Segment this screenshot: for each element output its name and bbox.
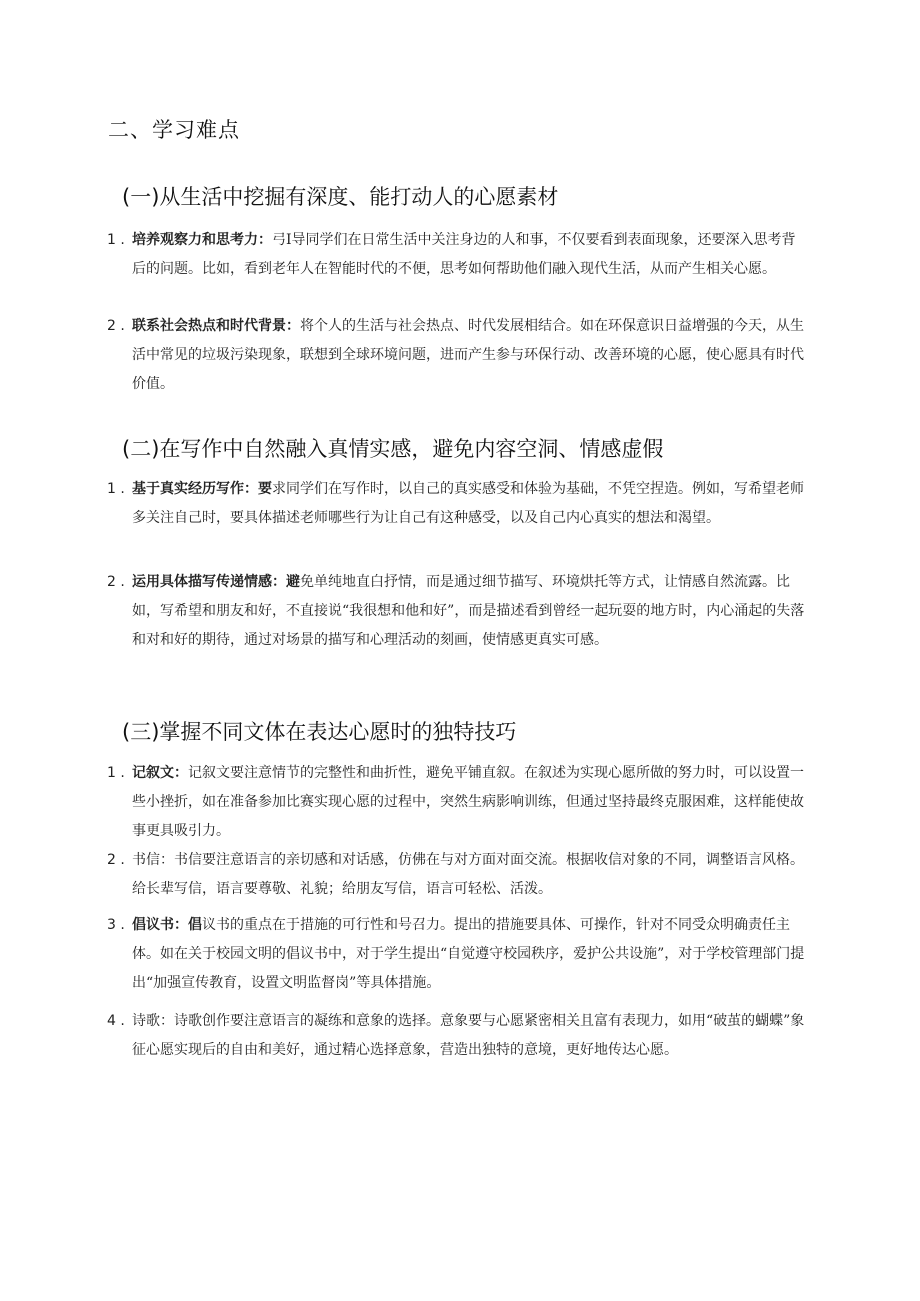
item-body [132, 846, 807, 904]
section-heading-3: (三)掌握不同文体在表达心愿时的独特技巧 [122, 720, 517, 744]
item-number: 1 . [107, 232, 125, 248]
item-body [132, 1007, 807, 1065]
item-number: 1 . [107, 765, 125, 781]
item-number: 4 . [107, 1013, 125, 1029]
item-lead: 书信： [132, 852, 174, 868]
item-body [132, 475, 807, 533]
item-text: 免单纯地直白抒情，而是通过细节描写、环境烘托等方式，让情感自然流露。比如，写希望和朋友和好，不直接说“我很想和他和好”，而是描述看到曾经一起玩耍的地方时，内心涌起的失落和对和好的期待，通过对场景的描写和心理活动的刻画，使情感更真实可感。 [132, 574, 805, 648]
section-heading-2: (二)在写作中自然融入真情实感，避免内容空洞、情感虚假 [122, 437, 664, 461]
item-text: 弓I导同学们在日常生活中关注身边的人和事，不仅要看到表面现象，还要深入思考背后的问题。比如，看到老年人在智能时代的不便，思考如何帮助他们融入现代生活，从而产生相关心愿。 [132, 232, 796, 277]
item-number: 2 . [107, 852, 125, 868]
item-number: 1 . [107, 481, 125, 497]
item-text: 记叙文要注意情节的完整性和曲折性，避免平铺直叙。在叙述为实现心愿所做的努力时，可以设置一些小挫折，如在准备参加比赛实现心愿的过程中，突然生病影响训练，但通过坚持最终克服困难，这样能使故事更具吸引力。 [132, 765, 804, 839]
item-body [132, 312, 807, 399]
item-number: 2 . [107, 574, 125, 590]
item-lead: 运用具体描写传递情感：避 [132, 574, 300, 590]
item-lead: 基于真实经历写作：要 [132, 481, 272, 497]
item-lead: 诗歌： [132, 1013, 174, 1029]
item-body [132, 568, 807, 655]
item-lead: 培养观察力和思考力： [132, 232, 272, 248]
item-lead: 记叙文： [132, 765, 188, 781]
item-text: 书信要注意语言的亲切感和对话感，仿佛在与对方面对面交流。根据收信对象的不同，调整语言风格。给长辈写信，语言要尊敬、礼貌；给朋友写信，语言可轻松、活泼。 [132, 852, 804, 897]
item-text: 求同学们在写作时，以自己的真实感受和体验为基础，不凭空捏造。例如，写希望老师多关注自己时，要具体描述老师哪些行为让自己有这种感受，以及自己内心真实的想法和渴望。 [132, 481, 804, 526]
item-body [132, 759, 807, 846]
item-lead: 倡议书：倡 [132, 917, 202, 933]
item-text: 将个人的生活与社会热点、时代发展相结合。如在环保意识日益增强的今天，从生活中常见的垃圾污染现象，联想到全球环境问题，进而产生参与环保行动、改善环境的心愿，使心愿具有时代价值。 [132, 318, 804, 392]
section-heading-1: (一)从生活中挖掘有深度、能打动人的心愿素材 [122, 185, 559, 209]
item-number: 2 . [107, 318, 125, 334]
main-heading: 二、学习难点 [108, 118, 240, 142]
item-body [132, 226, 807, 284]
item-body [132, 911, 807, 998]
item-number: 3 . [107, 917, 125, 933]
item-text: 诗歌创作要注意语言的凝练和意象的选择。意象要与心愿紧密相关且富有表现力，如用“破茧的蝴蝶”象征心愿实现后的自由和美好，通过精心选择意象，营造出独特的意境，更好地传达心愿。 [132, 1013, 805, 1058]
item-text: 议书的重点在于措施的可行性和号召力。提出的措施要具体、可操作，针对不同受众明确责任主体。如在关于校园文明的倡议书中，对于学生提出“自觉遵守校园秩序，爱护公共设施”，对于学校管理部门提出“加强宣传教育，设置文明监督岗”等具体措施。 [132, 917, 805, 991]
item-lead: 联系社会热点和时代背景： [132, 318, 300, 334]
